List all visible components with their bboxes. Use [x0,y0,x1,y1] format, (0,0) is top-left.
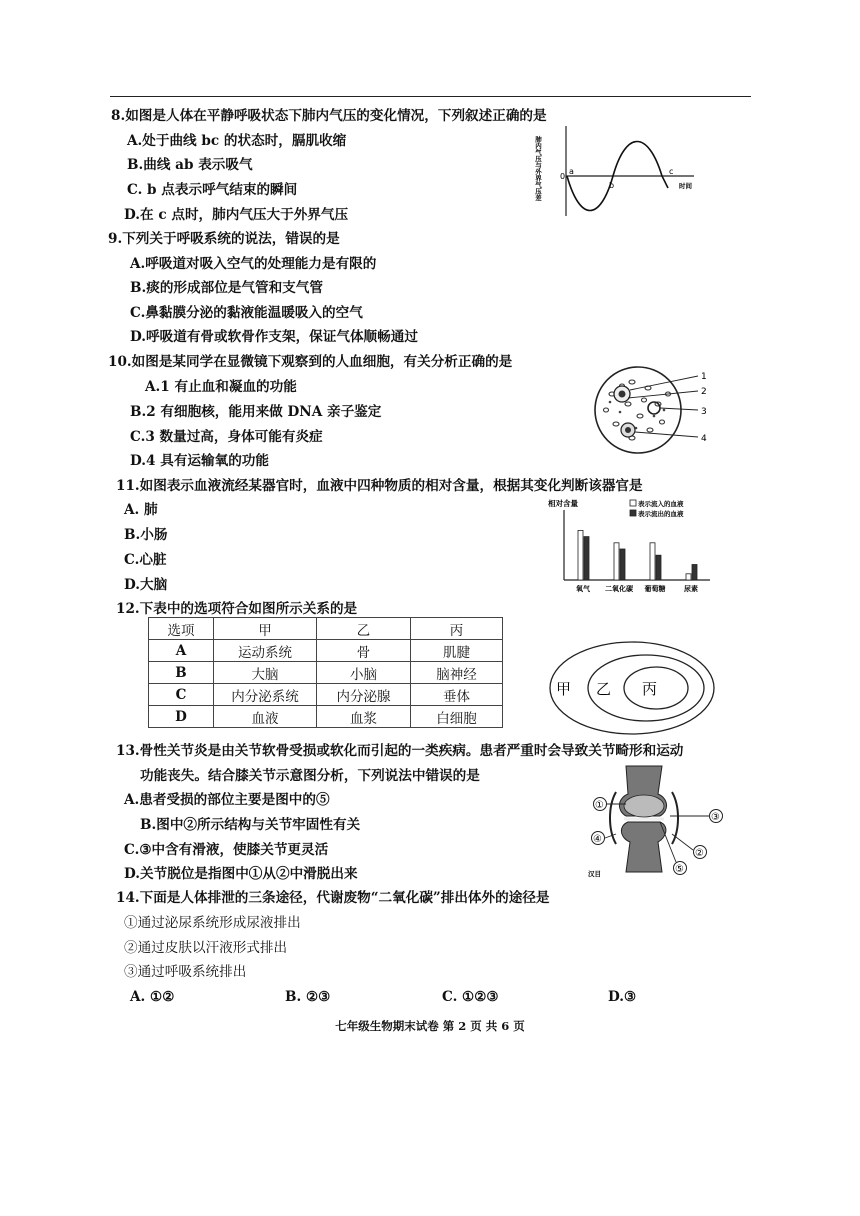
point-c-label: c [669,167,674,176]
table-cell: 白细胞 [411,706,503,728]
q8-option-c: C. b 点表示呼气结束的瞬间 [127,182,298,198]
q14-route-1: ①通过泌尿系统形成尿液排出 [124,915,301,931]
table-header-cell: 甲 [214,618,317,640]
q9-option-a: A.呼吸道对吸入空气的处理能力是有限的 [130,256,377,272]
q9-option-b: B.痰的形成部位是气管和支气管 [130,280,323,296]
q14-option-b: B. ②③ [285,989,331,1005]
bar-尿素-out [692,565,697,581]
microscope-field [595,367,681,453]
table-cell: A [149,640,214,662]
q10-stem: 10.如图是某同学在显微镜下观察到的人血细胞，有关分析正确的是 [108,354,513,370]
table-cell: 脑神经 [411,662,503,684]
q14-option-a: A. ①② [130,989,175,1005]
y-axis-label: 肺内气压与外界气压差 [534,136,542,201]
cell-label-2: 2 [701,387,707,397]
q11-option-a: A. 肺 [124,502,158,518]
label-yi: 乙 [596,680,612,698]
q14-option-d: D.③ [608,989,637,1005]
bar-尿素-in [686,574,691,580]
table-cell: 肌腱 [411,640,503,662]
table-cell: 血浆 [317,706,411,728]
q14-route-3: ③通过呼吸系统排出 [124,964,247,980]
bar-葡萄糖-in [650,543,655,580]
q11-option-c: C.心脏 [124,552,167,568]
category-label: 氧气 [576,585,590,593]
bar-二氧化碳-out [620,549,625,580]
q13-stem-line2: 功能丧失。结合膝关节示意图分析，下列说法中错误的是 [140,768,480,784]
knee-label-2: ② [695,848,704,859]
category-label: 二氧化碳 [605,585,633,593]
table-header-row [149,618,503,640]
cell-label-3: 3 [701,407,707,417]
legend-label-in: 表示流入的血液 [638,500,684,508]
table-cell: 血液 [214,706,317,728]
label-jia: 甲 [556,680,572,698]
q9-stem: 9.下列关于呼吸系统的说法，错误的是 [108,231,340,247]
q14-stem: 14.下面是人体排泄的三条途径，代谢废物“二氧化碳”排出体外的途径是 [116,890,550,906]
knee-label-1: ① [595,800,604,811]
category-label: 尿素 [684,585,698,593]
q11-stem: 11.如图表示血液流经某器官时，血液中四种物质的相对含量，根据其变化判断该器官是 [116,478,643,494]
q13-option-d: D.关节脱位是指图中①从②中滑脱出来 [124,866,358,882]
q14-option-c: C. ①②③ [442,989,499,1005]
table-row [149,662,503,684]
q11-option-b: B.小肠 [124,527,168,543]
blood-cell-figure [592,364,714,460]
table-header-cell: 选项 [149,618,214,640]
q13-option-a: A.患者受损的部位主要是图中的⑤ [124,792,330,808]
q8-option-a: A.处于曲线 bc 的状态时，膈肌收缩 [127,133,347,149]
nested-ellipse-figure [546,638,720,738]
chart-category-labels [576,584,698,593]
q8-stem: 8.如图是人体在平静呼吸状态下肺内气压的变化情况，下列叙述正确的是 [111,108,547,124]
q8-option-d: D.在 c 点时，肺内气压大于外界气压 [124,207,349,223]
table-cell: 内分泌腺 [317,684,411,706]
table-cell: 垂体 [411,684,503,706]
table-cell: 骨 [317,640,411,662]
point-b-label: b [609,181,615,190]
point-a-label: a [569,167,574,176]
q8-option-b: B.曲线 ab 表示吸气 [127,157,253,173]
q12-stem: 12.下表中的选项符合如图所示关系的是 [116,601,358,617]
chart-bars [578,530,697,580]
legend-swatch-out [630,510,636,516]
knee-label-3: ③ [711,812,720,823]
q10-option-c: C.3 数量过高，身体可能有炎症 [130,429,323,445]
lower-bone [621,822,666,872]
q9-option-c: C.鼻黏膜分泌的黏液能温暖吸入的空气 [130,305,363,321]
page-footer: 七年级生物期末试卷 第 2 页 共 6 页 [335,1019,525,1033]
cell-label-1: 1 [701,372,707,382]
knee-joint-figure [586,764,728,878]
q10-option-b: B.2 有细胞核，能用来做 DNA 亲子鉴定 [130,404,382,420]
bar-二氧化碳-in [614,543,619,580]
table-header-cell: 丙 [411,618,503,640]
substance-bar-chart [536,496,718,596]
cell-label-4: 4 [701,434,707,444]
table-cell: 小脑 [317,662,411,684]
zero-label: 0 [560,172,566,181]
table-cell: 内分泌系统 [214,684,317,706]
q13-stem-line1: 13.骨性关节炎是由关节软骨受损或软化而引起的一类疾病。患者严重时会导致关节畸形和运动 [116,743,684,759]
pressure-curve-figure [536,122,702,222]
q12-option-table [148,617,503,728]
table-cell: C [149,684,214,706]
q9-option-d: D.呼吸道有骨或软骨作支架，保证气体顺畅通过 [130,329,418,345]
bar-氧气-out [584,537,589,580]
table-cell: 运动系统 [214,640,317,662]
q13-option-b: B.图中②所示结构与关节牢固性有关 [140,817,361,833]
header-rule [110,96,751,97]
q13-option-c: C.③中含有滑液，使膝关节更灵活 [124,842,329,858]
q10-option-d: D.4 具有运输氧的功能 [130,453,269,469]
table-row [149,684,503,706]
bar-氧气-in [578,530,583,580]
q11-option-d: D.大脑 [124,577,168,593]
category-label: 葡萄糖 [644,585,666,593]
table-row [149,640,503,662]
knee-label-5: ⑤ [675,864,684,875]
table-cell: B [149,662,214,684]
knee-label-4: ④ [593,834,602,845]
x-axis-label: 时间 [679,182,692,190]
table-row [149,706,503,728]
legend-label-out: 表示流出的血液 [638,510,684,518]
q10-option-a: A.1 有止血和凝血的功能 [145,379,297,395]
label-bing: 丙 [642,680,658,698]
table-cell: 大脑 [214,662,317,684]
table-header-cell: 乙 [317,618,411,640]
knee-figure-caption: 汉目 [588,870,601,878]
articular-head [624,795,664,817]
q14-route-2: ②通过皮肤以汗液形式排出 [124,940,288,956]
bar-葡萄糖-out [656,555,661,580]
table-cell: D [149,706,214,728]
chart-y-label: 相对含量 [548,499,578,508]
legend-swatch-in [630,500,636,506]
